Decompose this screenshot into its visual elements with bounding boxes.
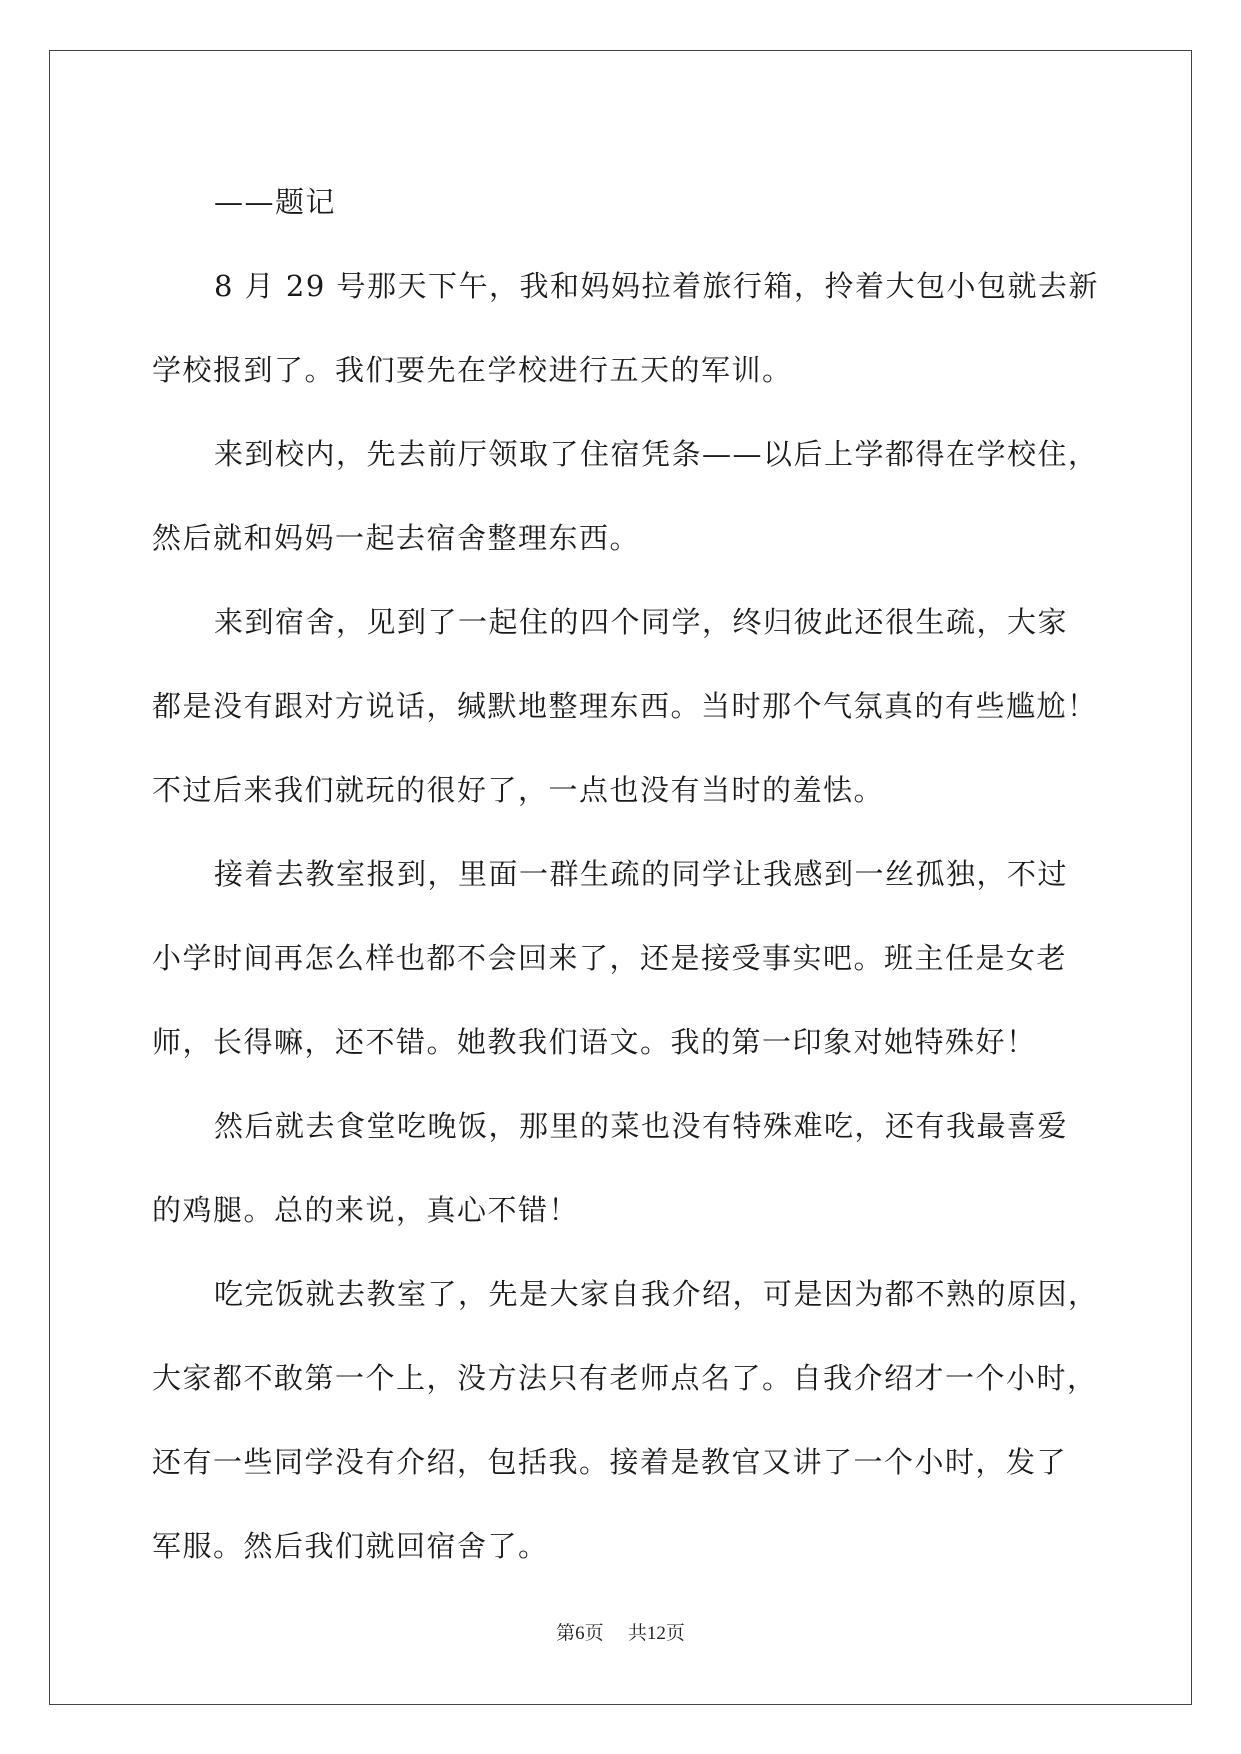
footer-total-suffix: 页 xyxy=(665,1622,685,1644)
footer-prefix: 第 xyxy=(556,1622,576,1644)
text-line: 接着去教室报到，里面一群生疏的同学让我感到一丝孤独，不过 xyxy=(214,857,1069,891)
text-line: 不过后来我们就玩的很好了，一点也没有当时的羞怯。 xyxy=(152,773,885,807)
text-line: ——题记 xyxy=(214,185,337,219)
footer-total-prefix: 共 xyxy=(627,1622,647,1644)
page-footer xyxy=(0,1618,1241,1645)
text-line: 来到校内，先去前厅领取了住宿凭条——以后上学都得在学校住， xyxy=(214,437,1099,471)
footer-page-suffix: 页 xyxy=(584,1622,604,1644)
footer-page-number: 6 xyxy=(575,1623,585,1644)
text-line: 然后就和妈妈一起去宿舍整理东西。 xyxy=(152,521,641,555)
text-line: 来到宿舍，见到了一起住的四个同学，终归彼此还很生疏，大家 xyxy=(214,605,1069,639)
text-line: 学校报到了。我们要先在学校进行五天的军训。 xyxy=(152,353,793,387)
text-line: 大家都不敢第一个上，没方法只有老师点名了。自我介绍才一个小时， xyxy=(152,1361,1098,1395)
text-line: 都是没有跟对方说话，缄默地整理东西。当时那个气氛真的有些尴尬！ xyxy=(152,689,1098,723)
text-line: 还有一些同学没有介绍，包括我。接着是教官又讲了一个小时，发了 xyxy=(152,1445,1068,1479)
document-body xyxy=(152,160,1100,1588)
footer-total-pages: 12 xyxy=(646,1623,666,1644)
text-line: 吃完饭就去教室了，先是大家自我介绍，可是因为都不熟的原因， xyxy=(214,1277,1099,1311)
text-line: 小学时间再怎么样也都不会回来了，还是接受事实吧。班主任是女老 xyxy=(152,941,1068,975)
text-line: 师，长得嘛，还不错。她教我们语文。我的第一印象对她特殊好！ xyxy=(152,1025,1037,1059)
text-line: 8 月 29 号那天下午，我和妈妈拉着旅行箱，拎着大包小包就去新 xyxy=(214,269,1100,303)
text-line: 的鸡腿。总的来说，真心不错！ xyxy=(152,1193,580,1227)
text-line: 然后就去食堂吃晚饭，那里的菜也没有特殊难吃，还有我最喜爱 xyxy=(214,1109,1069,1143)
text-line: 军服。然后我们就回宿舍了。 xyxy=(152,1529,549,1563)
